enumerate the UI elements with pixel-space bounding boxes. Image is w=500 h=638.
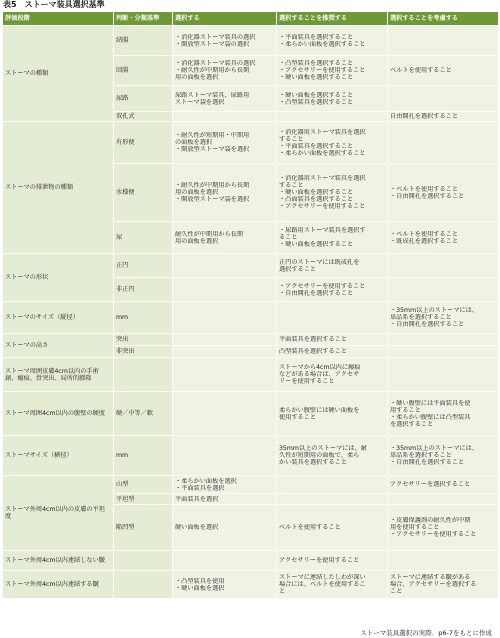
select-cell: [173, 551, 277, 571]
consider-cell: [388, 86, 499, 112]
consider-line: ・35mm以上のストーマには、: [390, 445, 478, 452]
consider-line: ・ベルトを使用すること: [390, 185, 459, 193]
consider-line: 単品系を選択すること: [390, 314, 452, 321]
recommend-cell: [277, 26, 388, 56]
select-cell: [173, 56, 277, 86]
consider-line: ・硬い腹壁には平面装具を使: [390, 399, 471, 407]
recommend-cell: [277, 436, 388, 476]
criterion-cell: 正円: [114, 254, 173, 278]
select-line: 硬い面板を選択: [175, 524, 219, 531]
consider-line: ・皮膚保護剤の耐久性が中期: [390, 517, 471, 524]
category-cell: ストーマ外周4cm以内の皮膚の平坦度: [3, 476, 114, 551]
table-row: [3, 571, 499, 599]
consider-cell: [388, 505, 499, 551]
criterion-cell: 結腸: [114, 26, 173, 56]
consider-cell: [388, 346, 499, 358]
select-cell: [173, 26, 277, 56]
select-line: 用の面板を選択: [175, 237, 219, 245]
header-select: 選択する: [173, 12, 277, 26]
recommend-cell: [277, 346, 388, 358]
criterion-cell: 硬／中等／軟: [114, 392, 173, 436]
consider-line: ・自由開孔を選択すること: [390, 459, 465, 466]
recommend-line: 正円のストーマには既成孔を: [279, 258, 360, 266]
recommend-line: ・自由開孔を選択すること: [279, 289, 354, 297]
recommend-line: ・アクセサリーを使用すること: [279, 203, 366, 210]
recommend-line: ること: [279, 234, 298, 241]
recommend-line: ・凸面装具を選択すること: [279, 196, 354, 203]
consider-line: ・柔らかい腹壁には凸型装具: [390, 413, 471, 421]
criterion-cell: 平坦型: [114, 494, 173, 505]
recommend-line: などがある場合は、アクセサ: [279, 371, 360, 378]
recommend-cell: [277, 392, 388, 436]
recommend-line: ・消化器用ストーマ装具を選択: [279, 128, 366, 136]
recommend-cell: [277, 112, 388, 122]
recommend-cell: [277, 505, 388, 551]
recommend-line: ・柔らかい面板を選択すること: [279, 40, 366, 48]
consider-cell: [388, 26, 499, 56]
select-line: 用の面板を選択: [175, 189, 219, 196]
criterion-cell: 尿路: [114, 86, 173, 112]
select-line: ・硬い面板を選択: [175, 584, 225, 592]
category-cell: ストーマの排泄物の種類: [3, 122, 114, 254]
category-cell: ストーマのサイズ（縦径）: [3, 302, 114, 334]
recommend-cell: [277, 476, 388, 494]
select-cell: [173, 494, 277, 505]
category-cell: ストーマ周囲4cm以内の腹壁の硬度: [3, 392, 114, 436]
recommend-cell: [277, 122, 388, 164]
table-row: [3, 254, 499, 278]
table-caption: 表5 ストーマ装具選択基準: [3, 0, 105, 9]
select-line: ・耐久性が中期用から長期: [175, 182, 250, 189]
select-cell: [173, 278, 277, 302]
select-cell: [173, 222, 277, 254]
category-cell: ストーマ外周4cm以内連結する皺: [3, 571, 114, 599]
select-line: ・耐久性が中期用から長期: [175, 67, 250, 74]
recommend-cell: [277, 358, 388, 392]
consider-cell: [388, 551, 499, 571]
select-cell: [173, 571, 277, 599]
consider-line: 自由開孔を選択すること: [390, 113, 459, 120]
recommend-line: ・平面装具を選択すること: [279, 33, 354, 41]
recommend-line: 平面装具を選択すること: [279, 336, 348, 343]
category-cell: ストーマサイズ（横径）: [3, 436, 114, 476]
criterion-cell: 非突出: [114, 346, 173, 358]
header-evaluation-stage: 評価段階: [3, 12, 114, 26]
consider-line: こと: [390, 588, 403, 595]
recommend-line: ・硬い面板を選択すること: [279, 189, 354, 196]
recommend-line: 久性が短期用の面板で、柔ら: [279, 452, 360, 459]
select-line: ・開放型ストーマ袋を選択: [175, 196, 250, 203]
recommend-line: すること: [279, 135, 304, 143]
consider-line: 場合、アクセサリーを選択する: [390, 581, 477, 588]
category-cell: ストーマの高さ: [3, 334, 114, 358]
consider-line: アクセサリーを選択すること: [390, 481, 471, 488]
criterion-cell: 突出: [114, 334, 173, 346]
selection-criteria-table: [2, 11, 499, 599]
consider-line: 用すること: [390, 406, 421, 414]
recommend-line: アクセサリーを使用すること: [279, 557, 360, 564]
select-cell: [173, 505, 277, 551]
recommend-cell: [277, 551, 388, 571]
recommend-line: 35mm以上のストーマには、耐: [279, 445, 367, 452]
select-line: 尿路ストーマ装具、尿路用: [175, 91, 250, 99]
consider-line: ベルトを使用すること: [390, 67, 452, 74]
criterion-cell: [114, 551, 173, 571]
recommend-cell: [277, 278, 388, 302]
select-line: ・開放型ストーマ袋の選択: [175, 40, 250, 48]
consider-line: 単品系を選択すること: [390, 452, 452, 459]
recommend-line: リーを使用すること: [279, 378, 335, 385]
recommend-line: 柔らかい腹壁には硬い面板を: [279, 406, 360, 414]
select-line: ・耐久性が短期用・中期用: [175, 132, 250, 139]
recommend-line: ベルトを使用すること: [279, 524, 341, 531]
recommend-line: ・硬い面板を選択すること: [279, 74, 354, 81]
select-cell: [173, 112, 277, 122]
criterion-cell: 回腸: [114, 56, 173, 86]
consider-cell: [388, 56, 499, 86]
criterion-cell: 水様便: [114, 164, 173, 222]
table-row: [3, 436, 499, 476]
select-cell: [173, 476, 277, 494]
consider-cell: [388, 278, 499, 302]
recommend-line: ストーマに連結したしわが深い: [279, 574, 366, 581]
recommend-cell: [277, 571, 388, 599]
recommend-cell: [277, 222, 388, 254]
select-line: 耐久性が中期用から長期: [175, 230, 244, 238]
recommend-line: ・柔らかい面板を選択すること: [279, 149, 366, 157]
select-cell: [173, 122, 277, 164]
select-line: ・消化器ストーマ装具の選択: [175, 60, 256, 67]
recommend-line: 選択すること: [279, 265, 317, 273]
category-cell: ストーマ外周4cm以内連結しない皺: [3, 551, 114, 571]
recommend-cell: [277, 164, 388, 222]
consider-cell: [388, 334, 499, 346]
recommend-line: ・アクセサリーを使用すること: [279, 67, 366, 74]
criterion-cell: 有形便: [114, 122, 173, 164]
recommend-line: ・アクセサリーを使用すること: [279, 282, 366, 290]
consider-cell: [388, 494, 499, 505]
table-row: [3, 334, 499, 346]
select-line: ・開放型ストーマ袋を選択: [175, 146, 250, 153]
header-recommend: 選択することを推奨する: [277, 12, 388, 26]
consider-cell: [388, 164, 499, 222]
category-cell: ストーマの種類: [3, 26, 114, 122]
criterion-cell: [114, 358, 173, 392]
select-cell: [173, 86, 277, 112]
select-cell: [173, 436, 277, 476]
select-line: ストーマ袋を選択: [175, 98, 225, 106]
select-cell: [173, 392, 277, 436]
recommend-line: ・尿路用ストーマ装具を選択す: [279, 227, 366, 234]
select-cell: [173, 334, 277, 346]
criterion-cell: mm: [114, 302, 173, 334]
consider-line: ・アクセサリーを使用すること: [390, 531, 477, 538]
recommend-line: ・凸型装具を選択すること: [279, 98, 354, 106]
category-cell: ストーマ周囲皮膚4cm以内の手術創、瘢痕、骨突出、局所的膨隆: [3, 358, 114, 392]
table-body: [3, 26, 499, 599]
table-row: [3, 551, 499, 571]
select-line: ・柔らかい面板を選択: [175, 477, 237, 485]
recommend-line: ・硬い面板を選択すること: [279, 91, 354, 99]
recommend-line: 凸型装具を選択すること: [279, 348, 348, 355]
category-cell: ストーマの形状: [3, 254, 114, 302]
recommend-cell: [277, 86, 388, 112]
consider-line: ・35mm以上のストーマには、: [390, 307, 478, 314]
recommend-line: 場合には、ベルトを使用するこ: [279, 581, 366, 588]
table-row: [3, 358, 499, 392]
recommend-line: ・硬い面板を選択すること: [279, 241, 354, 248]
table-row: [3, 122, 499, 164]
table-row: [3, 26, 499, 56]
recommend-line: と: [279, 588, 286, 595]
recommend-line: ・平面装具を選択すること: [279, 142, 354, 150]
consider-cell: [388, 222, 499, 254]
consider-line: ・自由開孔を選択すること: [390, 321, 465, 328]
select-line: ・凸型装具を使用: [175, 577, 225, 585]
select-cell: [173, 346, 277, 358]
consider-cell: [388, 358, 499, 392]
consider-line: ・自由開孔を選択すること: [390, 192, 465, 200]
recommend-cell: [277, 254, 388, 278]
consider-line: 用を使用すること: [390, 524, 440, 531]
consider-cell: [388, 392, 499, 436]
header-criterion: 判断・分類基準: [114, 12, 173, 26]
recommend-line: すること: [279, 182, 304, 189]
criterion-cell: [114, 571, 173, 599]
criterion-cell: 陥凹型: [114, 505, 173, 551]
consider-line: ・ベルトを使用すること: [390, 230, 459, 238]
criterion-cell: 双孔式: [114, 112, 173, 122]
select-line: 用の面板を選択: [175, 74, 219, 81]
select-line: 平面装具を選択: [175, 495, 219, 503]
consider-cell: [388, 571, 499, 599]
recommend-cell: [277, 56, 388, 86]
recommend-line: 使用すること: [279, 413, 317, 421]
recommend-line: ・凸型装具を選択すること: [279, 60, 354, 67]
criterion-cell: 非正円: [114, 278, 173, 302]
recommend-cell: [277, 494, 388, 505]
select-cell: [173, 302, 277, 334]
source-note: ストーマ装具選択の実際．p6-7をもとに作成: [360, 629, 492, 637]
select-line: の面板を選択: [175, 139, 213, 146]
table-row: [3, 392, 499, 436]
criterion-cell: 山型: [114, 476, 173, 494]
consider-line: ・既成孔を選択すること: [390, 237, 459, 245]
select-line: ・消化器ストーマ装具の選択: [175, 33, 256, 41]
consider-cell: [388, 302, 499, 334]
recommend-line: かい装具を選択すること: [279, 459, 348, 466]
consider-line: ストーマに連結する皺がある: [390, 574, 471, 581]
consider-cell: [388, 122, 499, 164]
criterion-cell: 尿: [114, 222, 173, 254]
consider-cell: [388, 436, 499, 476]
recommend-cell: [277, 334, 388, 346]
recommend-line: ・消化器用ストーマ装具を選択: [279, 175, 366, 182]
recommend-line: ストーマから4cm以内に瘢痕: [279, 364, 361, 371]
select-cell: [173, 254, 277, 278]
consider-cell: [388, 476, 499, 494]
select-cell: [173, 164, 277, 222]
select-line: ・平面装具を選択: [175, 484, 225, 492]
criterion-cell: mm: [114, 436, 173, 476]
table-row: [3, 302, 499, 334]
consider-cell: [388, 254, 499, 278]
recommend-cell: [277, 302, 388, 334]
consider-line: を選択すること: [390, 420, 434, 428]
select-cell: [173, 358, 277, 392]
header-consider: 選択することを考慮する: [388, 12, 499, 26]
table-row: [3, 476, 499, 494]
consider-cell: [388, 112, 499, 122]
header-row: [3, 12, 499, 26]
